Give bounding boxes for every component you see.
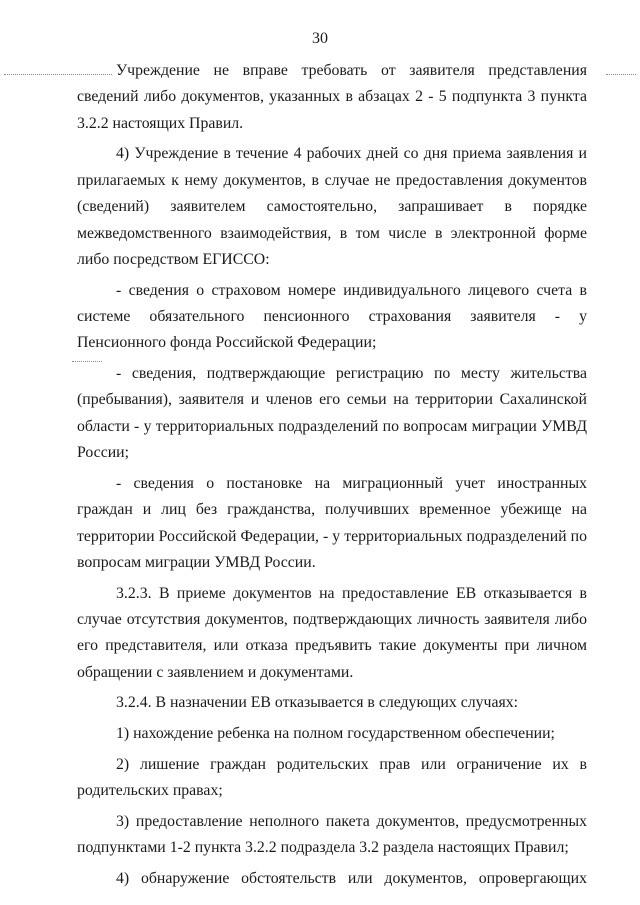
paragraph: Учреждение не вправе требовать от заявителя представления сведений либо документов, указанных в абзацах 2 - 5 подпункта 3 пункта 3.2.2 настоящих Правил.	[77, 62, 587, 132]
paragraph: 3.2.4. В назначении ЕВ отказывается в следующих случаях:	[116, 694, 519, 712]
document-body	[77, 58, 587, 896]
list-item: 2) лишение граждан родительских прав или ограничение их в родительских правах;	[77, 755, 587, 800]
paragraph: 4) Учреждение в течение 4 рабочих дней со дня приема заявления и прилагаемых к нему документов, в случае не предоставления документов (сведений) заявителем самостоятельно, запрашивает в порядке межведомственного взаимодействия, в том числе в электронной форме либо посредством ЕГИССО:	[77, 145, 587, 269]
scan-artifact-right	[606, 74, 636, 75]
list-item: - сведения, подтверждающие регистрацию по месту жительства (пребывания), заявителя и членов его семьи на территории Сахалинской области - у территориальных подразделений по вопросам миграции УМВД России;	[77, 365, 587, 462]
list-item: - сведения о страховом номере индивидуального лицевого счета в системе обязательного пенсионного страхования заявителя - у Пенсионного фонда Российской Федерации;	[77, 281, 587, 352]
list-item: 1) нахождение ребенка на полном государственном обеспечении;	[116, 725, 555, 743]
list-item: 3) предоставление неполного пакета документов, предусмотренных подпунктами 1-2 пункта 3.2.2 подраздела 3.2 раздела настоящих Правил;	[77, 812, 587, 857]
list-item: - сведения о постановке на миграционный учет иностранных граждан и лиц без гражданства, получивших временное убежище на территории Российской Федерации, - у территориальных подразделений по вопросам миграции УМВД России.	[77, 474, 587, 572]
paragraph: 3.2.3. В приеме документов на предоставление ЕВ отказывается в случае отсутствия документов, подтверждающих личность заявителя либо его представителя, или отказа предъявить такие документы при личном обращении с заявлением и документами.	[77, 584, 587, 681]
list-item: 4) обнаружение обстоятельств или документов, опровергающих	[116, 869, 587, 887]
page-number: 30	[312, 30, 328, 47]
